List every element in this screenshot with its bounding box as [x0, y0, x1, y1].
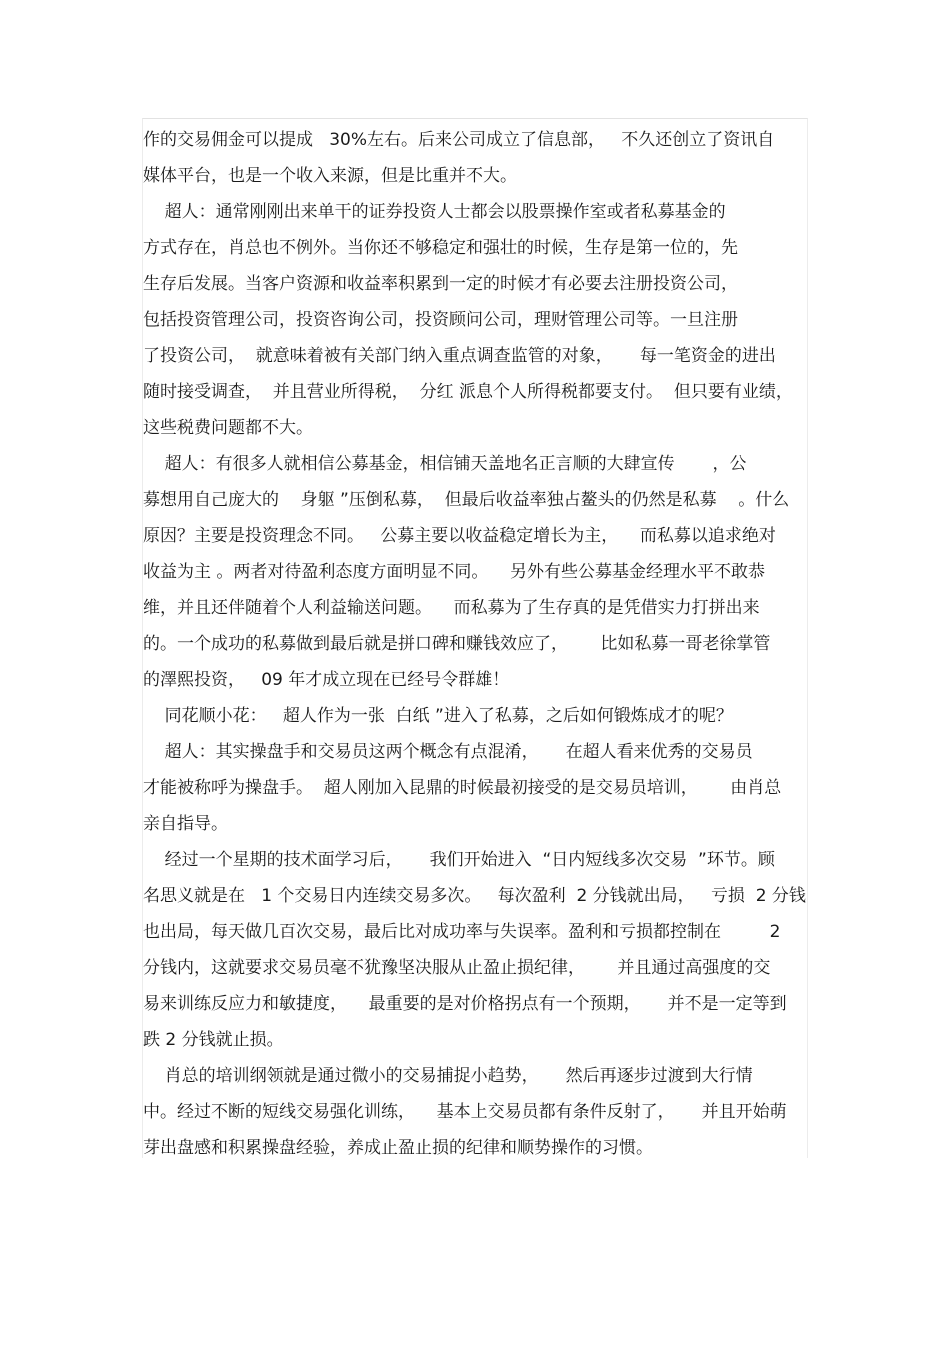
text-line: 这些税费问题都不大。 — [143, 418, 313, 438]
text-line: 的澤熙投资， 09 年才成立现在已经号令群雄！ — [143, 670, 510, 690]
text-line: 亲自指导。 — [143, 814, 228, 834]
text-line: 媒体平台，也是一个收入来源，但是比重并不大。 — [143, 166, 517, 186]
text-line: 分钱内，这就要求交易员毫不犹豫坚决服从止盈止损纪律， 并且通过高强度的交 — [143, 958, 771, 978]
text-line: 也出局，每天做几百次交易，最后比对成功率与失误率。盈利和亏损都控制在 2 — [143, 922, 781, 942]
text-line: 名思义就是在 1 个交易日内连续交易多次。 每次盈利 2 分钱就出局， 亏损 2 分钱 — [143, 886, 806, 906]
text-line: 的。一个成功的私募做到最后就是拼口碑和赚钱效应了， 比如私募一哥老徐掌管 — [143, 634, 771, 654]
text-line: 才能被称呼为操盘手。 超人刚加入昆鼎的时候最初接受的是交易员培训， 由肖总 — [143, 778, 782, 798]
text-line: 包括投资管理公司，投资咨询公司，投资顾问公司，理财管理公司等。一旦注册 — [143, 310, 738, 330]
text-line: 超人：其实操盘手和交易员这两个概念有点混淆， 在超人看来优秀的交易员 — [143, 742, 753, 762]
text-line: 经过一个星期的技术面学习后， 我们开始进入 “日内短线多次交易 ”环节。顾 — [143, 850, 775, 870]
document-body — [143, 122, 807, 1166]
text-line: 方式存在，肖总也不例外。当你还不够稳定和强壮的时候，生存是第一位的，先 — [143, 238, 738, 258]
text-line: 芽出盘感和积累操盘经验，养成止盈止损的纪律和顺势操作的习惯。 — [143, 1138, 653, 1158]
text-line: 原因？主要是投资理念不同。 公募主要以收益稳定增长为主， 而私募以追求绝对 — [143, 526, 776, 546]
text-line: 收益为主 。两者对待盈利态度方面明显不同。 另外有些公募基金经理水平不敢恭 — [143, 562, 766, 582]
text-line: 跌 2 分钱就止损。 — [143, 1030, 284, 1050]
text-line: 同花顺小花： 超人作为一张 白纸 ”进入了私募，之后如何锻炼成才的呢？ — [143, 706, 733, 726]
text-line: 超人：有很多人就相信公募基金，相信铺天盖地名正言顺的大肆宣传 ，公 — [143, 454, 747, 474]
text-line: 中。经过不断的短线交易强化训练， 基本上交易员都有条件反射了， 并且开始萌 — [143, 1102, 787, 1122]
text-line: 作的交易佣金可以提成 30%左右。后来公司成立了信息部， 不久还创立了资讯自 — [143, 130, 775, 150]
text-line: 了投资公司， 就意味着被有关部门纳入重点调查监管的对象， 每一笔资金的进出 — [143, 346, 776, 366]
text-line: 肖总的培训纲领就是通过微小的交易捕捉小趋势， 然后再逐步过渡到大行情 — [143, 1066, 753, 1086]
text-line: 生存后发展。当客户资源和收益率积累到一定的时候才有必要去注册投资公司， — [143, 274, 738, 294]
text-line: 随时接受调查， 并且营业所得税， 分红 派息个人所得税都要支付。 但只要有业绩， — [143, 382, 793, 402]
text-line: 超人：通常刚刚出来单干的证券投资人士都会以股票操作室或者私募基金的 — [143, 202, 726, 222]
text-line: 维，并且还伴随着个人利益输送问题。 而私募为了生存真的是凭借实力打拼出来 — [143, 598, 760, 618]
text-line: 易来训练反应力和敏捷度， 最重要的是对价格拐点有一个预期， 并不是一定等到 — [143, 994, 787, 1014]
text-line: 募想用自己庞大的 身躯 ”压倒私募， 但最后收益率独占鳌头的仍然是私募 。什么 — [143, 490, 790, 510]
